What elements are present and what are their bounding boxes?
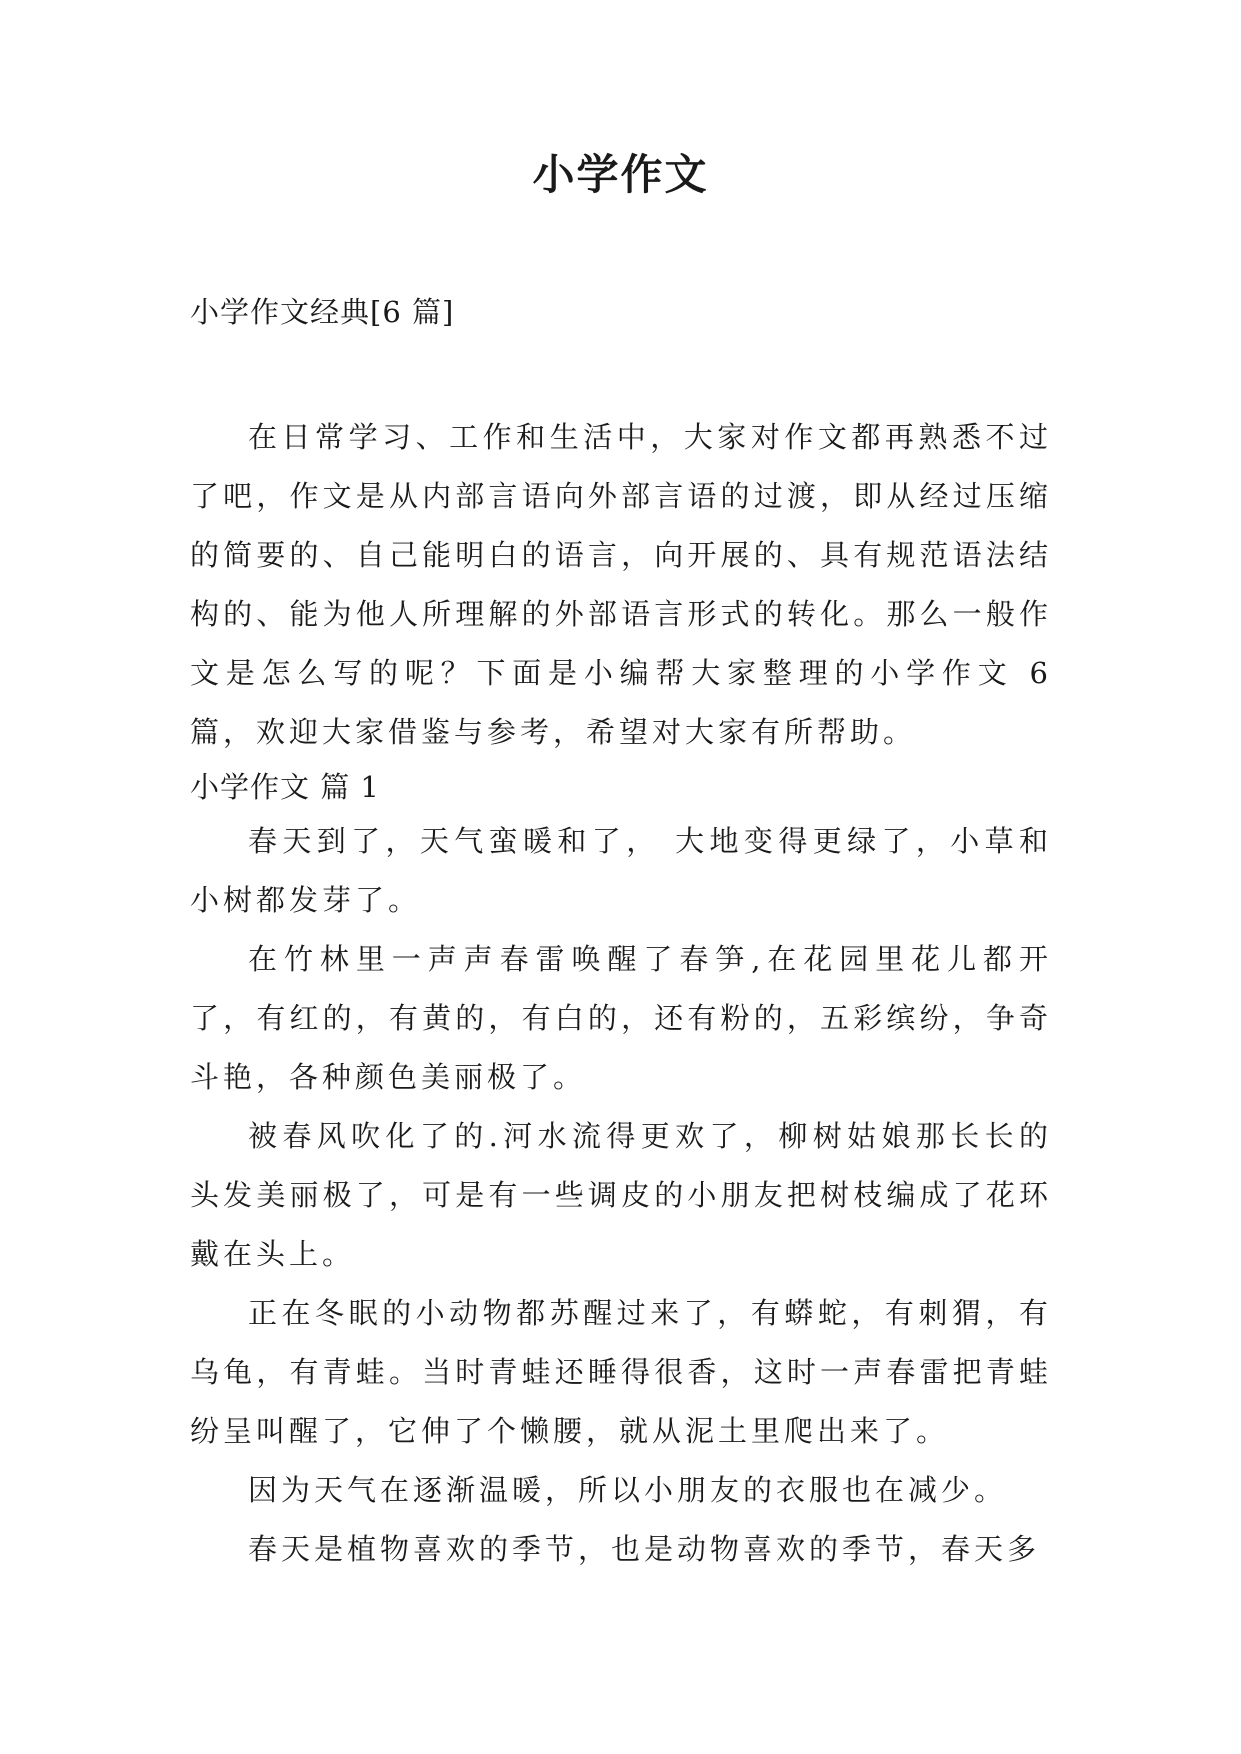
- page-title: 小学作文: [532, 150, 709, 199]
- body-paragraph: 因为天气在逐渐温暖，所以小朋友的衣服也在减少。: [248, 1473, 1008, 1507]
- body-paragraph: 在竹林里一声声春雷唤醒了春笋,在花园里花儿都开了，有红的，有黄的，有白的，还有粉的，五彩缤纷，争奇斗艳，各种颜色美丽极了。: [190, 942, 1052, 1094]
- document-subtitle: 小学作文经典[6 篇]: [190, 295, 455, 329]
- body-paragraph: 春天到了，天气蛮暖和了， 大地变得更绿了，小草和小树都发芽了。: [190, 824, 1052, 917]
- body-paragraph: 春天是植物喜欢的季节，也是动物喜欢的季节，春天多: [248, 1532, 1041, 1566]
- section-heading: 小学作文 篇 1: [190, 770, 380, 804]
- body-paragraph: 被春风吹化了的.河水流得更欢了，柳树姑娘那长长的头发美丽极了，可是有一些调皮的小朋友把树枝编成了花环戴在头上。: [190, 1119, 1052, 1271]
- body-paragraph: 正在冬眠的小动物都苏醒过来了，有蟒蛇，有刺猬，有乌龟，有青蛙。当时青蛙还睡得很香，这时一声春雷把青蛙纷呈叫醒了，它伸了个懒腰，就从泥土里爬出来了。: [190, 1296, 1052, 1448]
- intro-paragraph: 在日常学习、工作和生活中，大家对作文都再熟悉不过了吧，作文是从内部言语向外部言语的过渡，即从经过压缩的简要的、自己能明白的语言，向开展的、具有规范语法结构的、能为他人所理解的外部语言形式的转化。那么一般作文是怎么写的呢？下面是小编帮大家整理的小学作文 6 篇，欢迎大家借鉴与参考，希望对大家有所帮助。: [190, 420, 1052, 749]
- document-body: [190, 292, 1052, 1579]
